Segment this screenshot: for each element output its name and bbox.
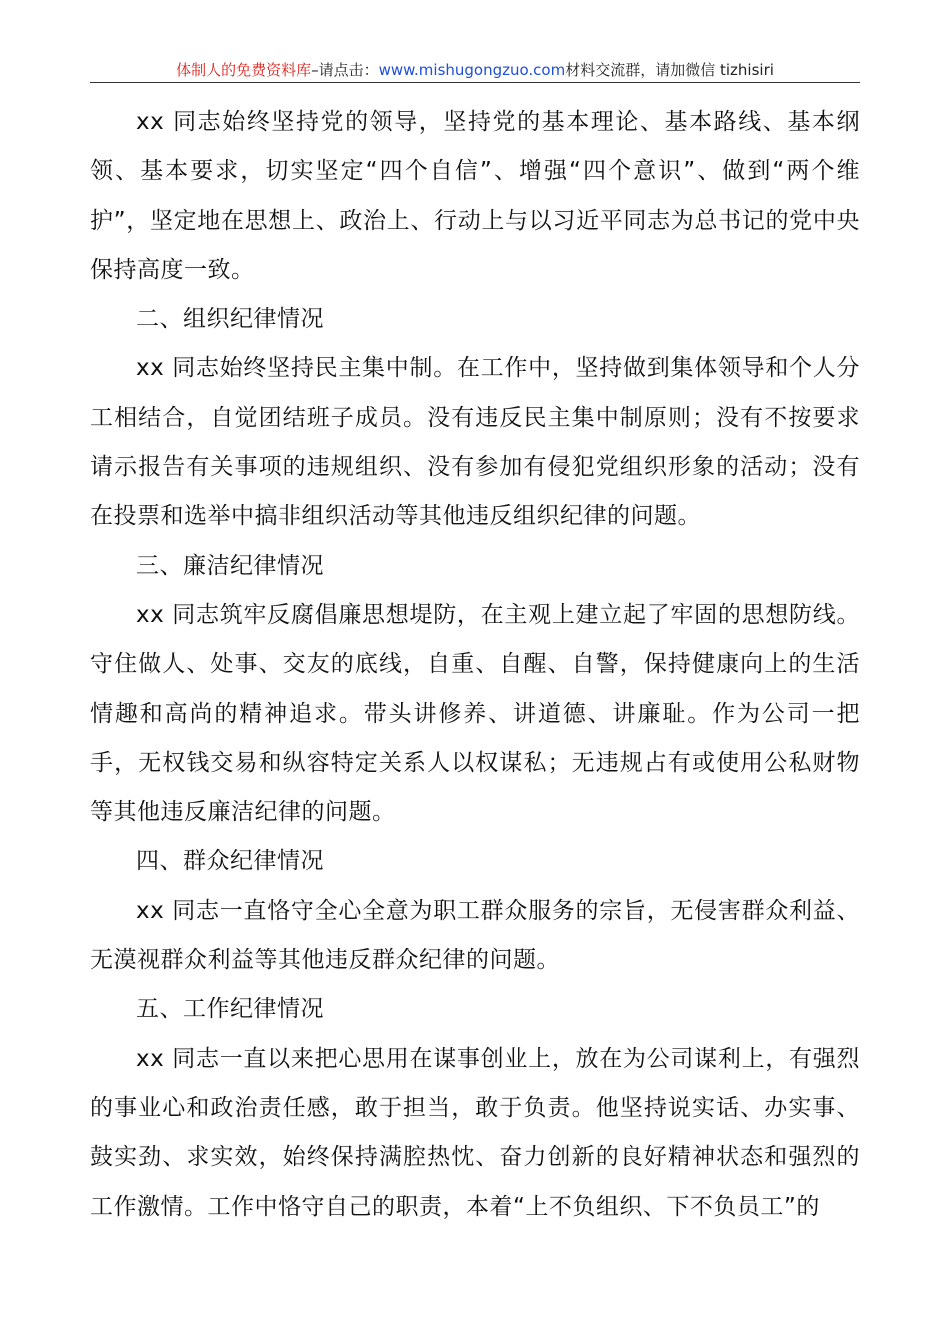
- paragraph-mass-discipline: xx 同志一直恪守全心全意为职工群众服务的宗旨，无侵害群众利益、无漠视群众利益等其他违反群众纪律的问题。: [90, 897, 860, 974]
- page-header: [90, 58, 860, 82]
- site-name: 体制人的免费资料库: [176, 61, 312, 79]
- paragraph-political-discipline: xx 同志始终坚持党的领导，坚持党的基本理论、基本路线、基本纲领、基本要求，切实坚定“四个自信”、增强“四个意识”、做到“两个维护”，坚定地在思想上、政治上、行动上与以习近平同志为总书记的党中央保持高度一致。: [90, 109, 860, 283]
- document-body: [90, 98, 860, 1232]
- section-heading-organization: 二、组织纪律情况: [136, 306, 324, 333]
- paragraph-work-discipline: xx 同志一直以来把心思用在谋事创业上，放在为公司谋利上，有强烈的事业心和政治责任感，敢于担当，敢于负责。他坚持说实话、办实事、鼓实劲、求实效，始终保持满腔热忱、奋力创新的良好精神状态和强烈的工作激情。工作中恪守自己的职责，本着“上不负组织、下不负员工”的: [90, 1045, 860, 1220]
- section-heading-mass: 四、群众纪律情况: [136, 848, 324, 875]
- section-heading-work: 五、工作纪律情况: [136, 996, 324, 1023]
- paragraph-integrity-discipline: xx 同志筑牢反腐倡廉思想堤防，在主观上建立起了牢固的思想防线。守住做人、处事、交友的底线，自重、自醒、自警，保持健康向上的生活情趣和高尚的精神追求。带头讲修养、讲道德、讲廉耻。作为公司一把手，无权钱交易和纵容特定关系人以权谋私；无违规占有或使用公私财物等其他违反廉洁纪律的问题。: [90, 601, 860, 826]
- header-divider: [90, 82, 860, 83]
- site-url-link[interactable]: www.mishugongzuo.com: [378, 61, 566, 79]
- paragraph-organization-discipline: xx 同志始终坚持民主集中制。在工作中，坚持做到集体领导和个人分工相结合，自觉团结班子成员。没有违反民主集中制原则；没有不按要求请示报告有关事项的违规组织、没有参加有侵犯党组织形象的活动；没有在投票和选举中搞非组织活动等其他违反组织纪律的问题。: [90, 355, 860, 530]
- header-prompt: –请点击：: [311, 61, 379, 79]
- section-heading-integrity: 三、廉洁纪律情况: [136, 552, 324, 579]
- header-contact-note: 材料交流群，请加微信 tizhisiri: [565, 61, 774, 79]
